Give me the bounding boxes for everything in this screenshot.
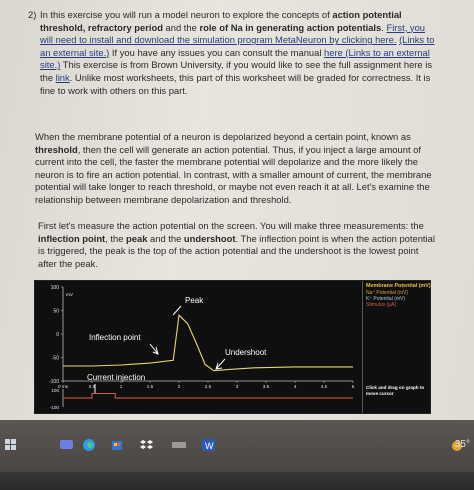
legend-stimulus: Stimulus (µA) [366, 302, 397, 308]
membrane-potential-trace [63, 315, 353, 371]
metaneuron-download-link[interactable]: First, you will need to install and download the simulation program MetaNeuron by clicking here. [40, 21, 426, 46]
metaneuron-screenshot [34, 280, 431, 414]
edge-icon[interactable] [82, 438, 96, 452]
manual-link[interactable]: here (Links to an external site.) [40, 46, 430, 71]
legend-k-potential: K⁺ Potential (mV) [366, 296, 406, 302]
x-tick-label: 0.5 [88, 384, 96, 389]
x-tick-label: 2 [177, 384, 181, 389]
y-tick-label: -50 [51, 355, 59, 362]
legend-na-potential: Na⁺ Potential (mV) [366, 290, 409, 296]
threshold-intro-paragraph: When the membrane potential of a neuron is depolarized beyond a certain point, known as threshold, then the cell will generate an action potential. Thus, if you inject a large amount of current into the cell, the faster the membrane potential will depolarize and the more likely the neuron is to fire an action potential. In contrast, with a smaller amount of current, the membrane potential will take longer to reach threshold, or maybe not even reach it at all. Let's examine the relationship between membrane depolarization and threshold. [35, 131, 432, 205]
stimulus-tick-label: -100 [49, 405, 59, 410]
y-tick-label: 0 [56, 332, 59, 338]
stimulus-tick-label: 100 [51, 388, 59, 393]
drag-cursor-hint: Click and drag on graph to move cursor [366, 385, 425, 396]
word-icon[interactable] [202, 438, 216, 452]
chat-icon[interactable] [60, 438, 74, 452]
membrane-potential-plot[interactable] [35, 281, 362, 413]
laptop-bezel [0, 472, 474, 490]
undershoot-annotation: Undershoot [225, 348, 267, 357]
full-assignment-link[interactable]: link [55, 71, 70, 83]
x-tick-label: 2.5 [204, 384, 212, 389]
legend-membrane-potential: Membrane Potential (mV) [366, 283, 431, 289]
x-tick-label: 4 [293, 384, 297, 389]
svg-text:W: W [205, 441, 214, 451]
current-injection-annotation: Current injection [87, 373, 146, 382]
inflection-arrow [150, 344, 158, 354]
x-tick-label: 1.5 [146, 384, 154, 389]
question-2-paragraph: 2) In this exercise you will run a model neuron to explore the concepts of action potential threshold, refractory period and the role of Na in generating action potentials. First, you will need to install and download the simulation program MetaNeuron by clicking here. (Links to an external site.) If you have any issues you can consult the manual here (Links to an external site.) This exercise is from Brown University, if you would like to see the full assignment here is the link. Unlike most worksheets, this part of this worksheet will be graded for correctness. It is fine to work with others on this part. [28, 9, 435, 96]
stimulus-trace [63, 394, 353, 399]
x-tick-label: 1 [119, 384, 123, 389]
external-site-link-1[interactable]: (Links to an external site.) [40, 34, 435, 58]
peak-annotation: Peak [185, 296, 204, 305]
store-icon[interactable] [110, 438, 124, 452]
y-tick-label: -100 [48, 379, 59, 385]
y-tick-label: 100 [50, 285, 59, 291]
x-tick-label: 0 ms [58, 384, 68, 389]
peak-arrow [173, 306, 181, 315]
dropbox-icon[interactable] [140, 438, 154, 452]
question-number: 2) [28, 9, 37, 20]
settings-icon[interactable] [172, 438, 186, 452]
x-tick-label: 5 [351, 384, 355, 389]
legend-panel [362, 281, 431, 413]
inflection-annotation: Inflection point [89, 333, 141, 342]
x-tick-label: 3 [235, 384, 239, 389]
windows-icon[interactable] [4, 438, 18, 452]
weather-temperature: 35° [454, 439, 470, 450]
undershoot-arrow [216, 359, 225, 369]
x-tick-label: 4.5 [320, 384, 328, 389]
measurement-paragraph: First let's measure the action potential on the screen. You will make three measurements: the inflection point, the peak and the undershoot. The inflection point is when the action potential is triggered, the peak is the top of the action potential and the undershoot is the lowest point after the peak. [38, 220, 435, 269]
x-tick-label: 3.5 [262, 384, 270, 389]
y-tick-label: 50 [53, 308, 59, 315]
y-axis-unit-label: mV [66, 292, 73, 297]
